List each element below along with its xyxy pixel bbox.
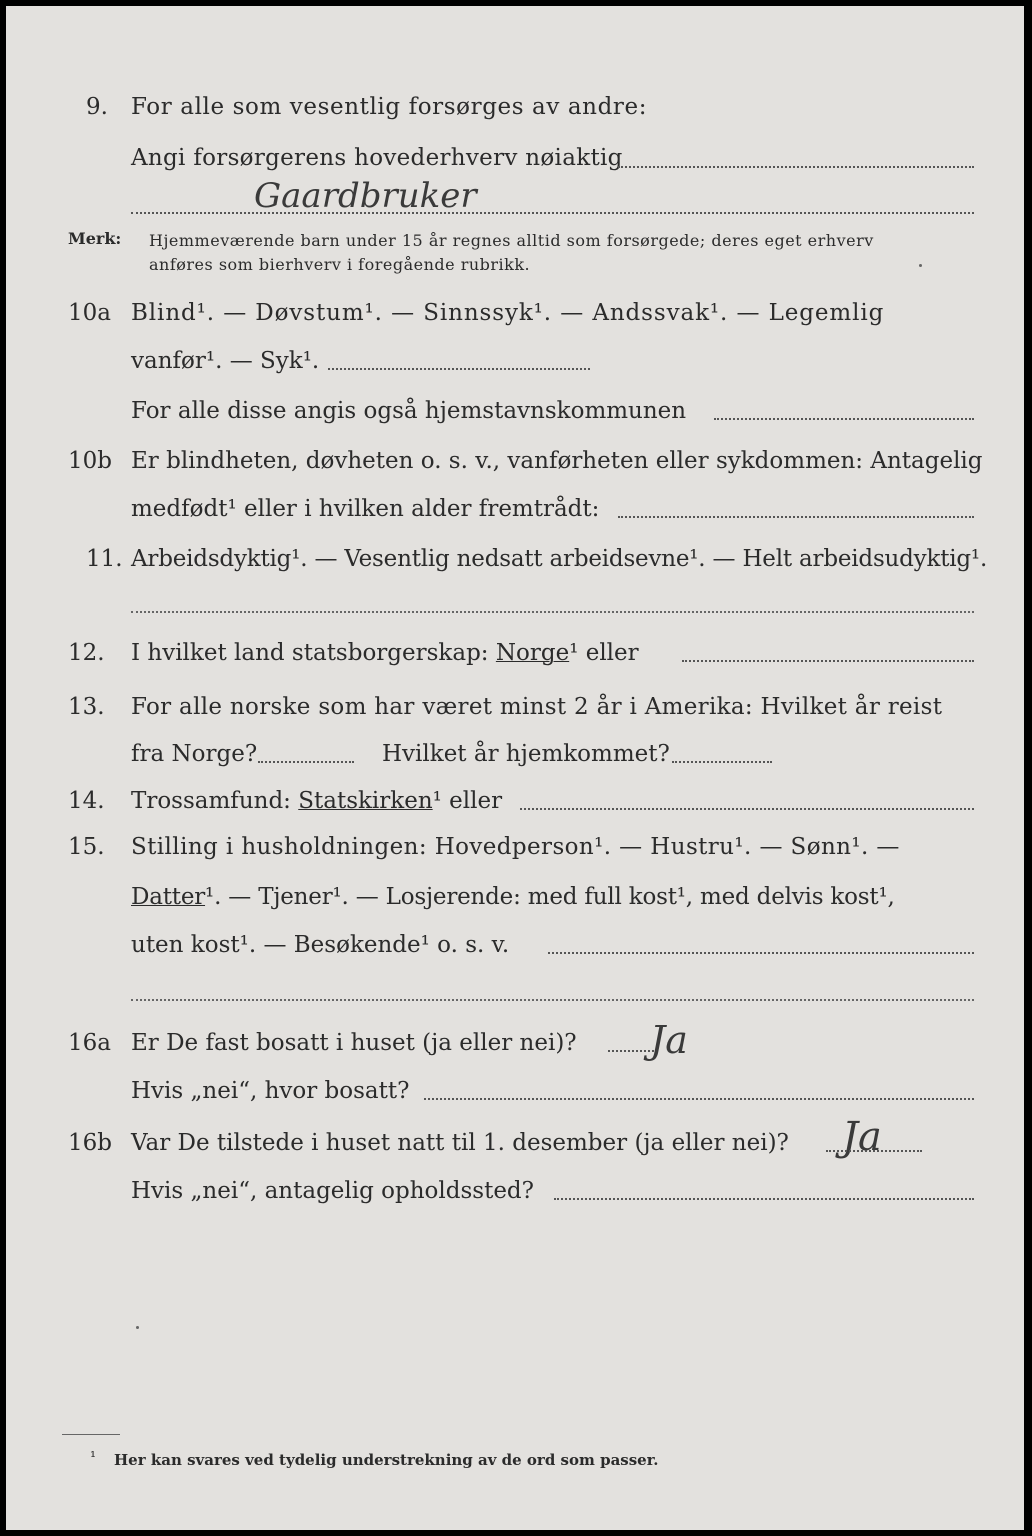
q15-line2-rest: ¹. — Tjener¹. — Losjerende: med full kost¹, med delvis kost¹, — [205, 884, 895, 910]
q10b-answer-line — [618, 516, 974, 518]
q14-statskirken-underlined: Statskirken — [298, 788, 433, 814]
q16b-line2: Hvis „nei“, antagelig opholdssted? — [131, 1178, 534, 1204]
q9-answer-line-2 — [131, 212, 974, 214]
merk-line1: Hjemmeværende barn under 15 år regnes alltid som forsørgede; deres eget erhverv — [149, 231, 874, 250]
q12-answer-line — [682, 660, 974, 662]
q10b-line1: Er blindheten, døvheten o. s. v., vanførheten eller sykdommen: Antagelig — [131, 448, 983, 474]
q10a-line3: For alle disse angis også hjemstavnskommunen — [131, 398, 687, 424]
q10a-number: 10a — [68, 300, 111, 326]
q11-answer-line — [131, 611, 974, 613]
q12-post: ¹ eller — [569, 640, 639, 666]
census-form-page — [6, 6, 1024, 1530]
q13-reist-line — [258, 761, 354, 763]
q12-pre: I hvilket land statsborgerskap: — [131, 640, 489, 666]
q16a-handwritten-answer: Ja — [650, 1018, 688, 1062]
q16b-answer-line — [826, 1150, 922, 1152]
q16a-number: 16a — [68, 1030, 111, 1056]
q16a-bosatt-line — [424, 1098, 974, 1100]
q16a-line2: Hvis „nei“, hvor bosatt? — [131, 1078, 410, 1104]
footnote-rule — [62, 1434, 120, 1435]
q10a-line2: vanfør¹. — Syk¹. — [131, 348, 320, 374]
merk-label: Merk: — [68, 229, 122, 248]
q16a-line1: Er De fast bosatt i huset (ja eller nei)? — [131, 1030, 577, 1056]
q12-line — [131, 638, 639, 668]
q9-answer-line — [618, 166, 974, 168]
q9-line1: For alle som vesentlig forsørges av andre: — [131, 94, 648, 120]
ink-speck — [136, 1326, 139, 1329]
q14-number: 14. — [68, 788, 105, 814]
q10b-number: 10b — [68, 448, 112, 474]
q14-line — [131, 786, 502, 816]
q9-handwritten-answer: Gaardbruker — [254, 176, 477, 216]
q10a-syk-line — [328, 368, 590, 370]
q12-number: 12. — [68, 640, 105, 666]
q16b-handwritten-answer: Ja — [842, 1114, 882, 1160]
q16b-opholdssted-line — [554, 1198, 974, 1200]
q13-line2a: fra Norge? — [131, 741, 258, 767]
q11-number: 11. — [86, 546, 123, 572]
q14-answer-line — [520, 808, 974, 810]
q15-line2 — [131, 882, 895, 912]
q14-post: ¹ eller — [432, 788, 503, 814]
q10b-line2: medfødt¹ eller i hvilken alder fremtrådt: — [131, 496, 600, 522]
q15-line3: uten kost¹. — Besøkende¹ o. s. v. — [131, 932, 510, 958]
q15-number: 15. — [68, 834, 105, 860]
q15-datter-underlined: Datter — [131, 884, 206, 910]
q16b-line1: Var De tilstede i huset natt til 1. desember (ja eller nei)? — [131, 1130, 789, 1156]
ink-dot — [919, 264, 922, 267]
q11-line1: Arbeidsdyktig¹. — Vesentlig nedsatt arbeidsevne¹. — Helt arbeidsudyktig¹. — [131, 546, 988, 572]
q16b-number: 16b — [68, 1130, 112, 1156]
q9-line2: Angi forsørgerens hovederhverv nøiaktig — [131, 145, 623, 171]
footnote-mark: ¹ — [90, 1448, 97, 1466]
q15-line1: Stilling i husholdningen: Hovedperson¹. — Hustru¹. — Sønn¹. — — [131, 834, 900, 860]
q14-pre: Trossamfund: — [131, 788, 291, 814]
q13-line2b: Hvilket år hjemkommet? — [382, 741, 670, 767]
footnote-text: Her kan svares ved tydelig understrekning av de ord som passer. — [114, 1451, 659, 1469]
q15-answer-line-2 — [131, 999, 974, 1001]
q15-answer-line — [548, 952, 974, 954]
q10a-hjemstavn-line — [714, 418, 974, 420]
q9-number: 9. — [86, 94, 108, 120]
merk-line2: anføres som bierhverv i foregående rubrikk. — [149, 255, 531, 274]
q13-hjemkommet-line — [672, 761, 772, 763]
q13-line1: For alle norske som har været minst 2 år i Amerika: Hvilket år reist — [131, 694, 943, 720]
q12-norge-underlined: Norge — [495, 640, 570, 666]
q13-number: 13. — [68, 694, 105, 720]
q10a-line1: Blind¹. — Døvstum¹. — Sinnssyk¹. — Andssvak¹. — Legemlig — [131, 300, 885, 326]
